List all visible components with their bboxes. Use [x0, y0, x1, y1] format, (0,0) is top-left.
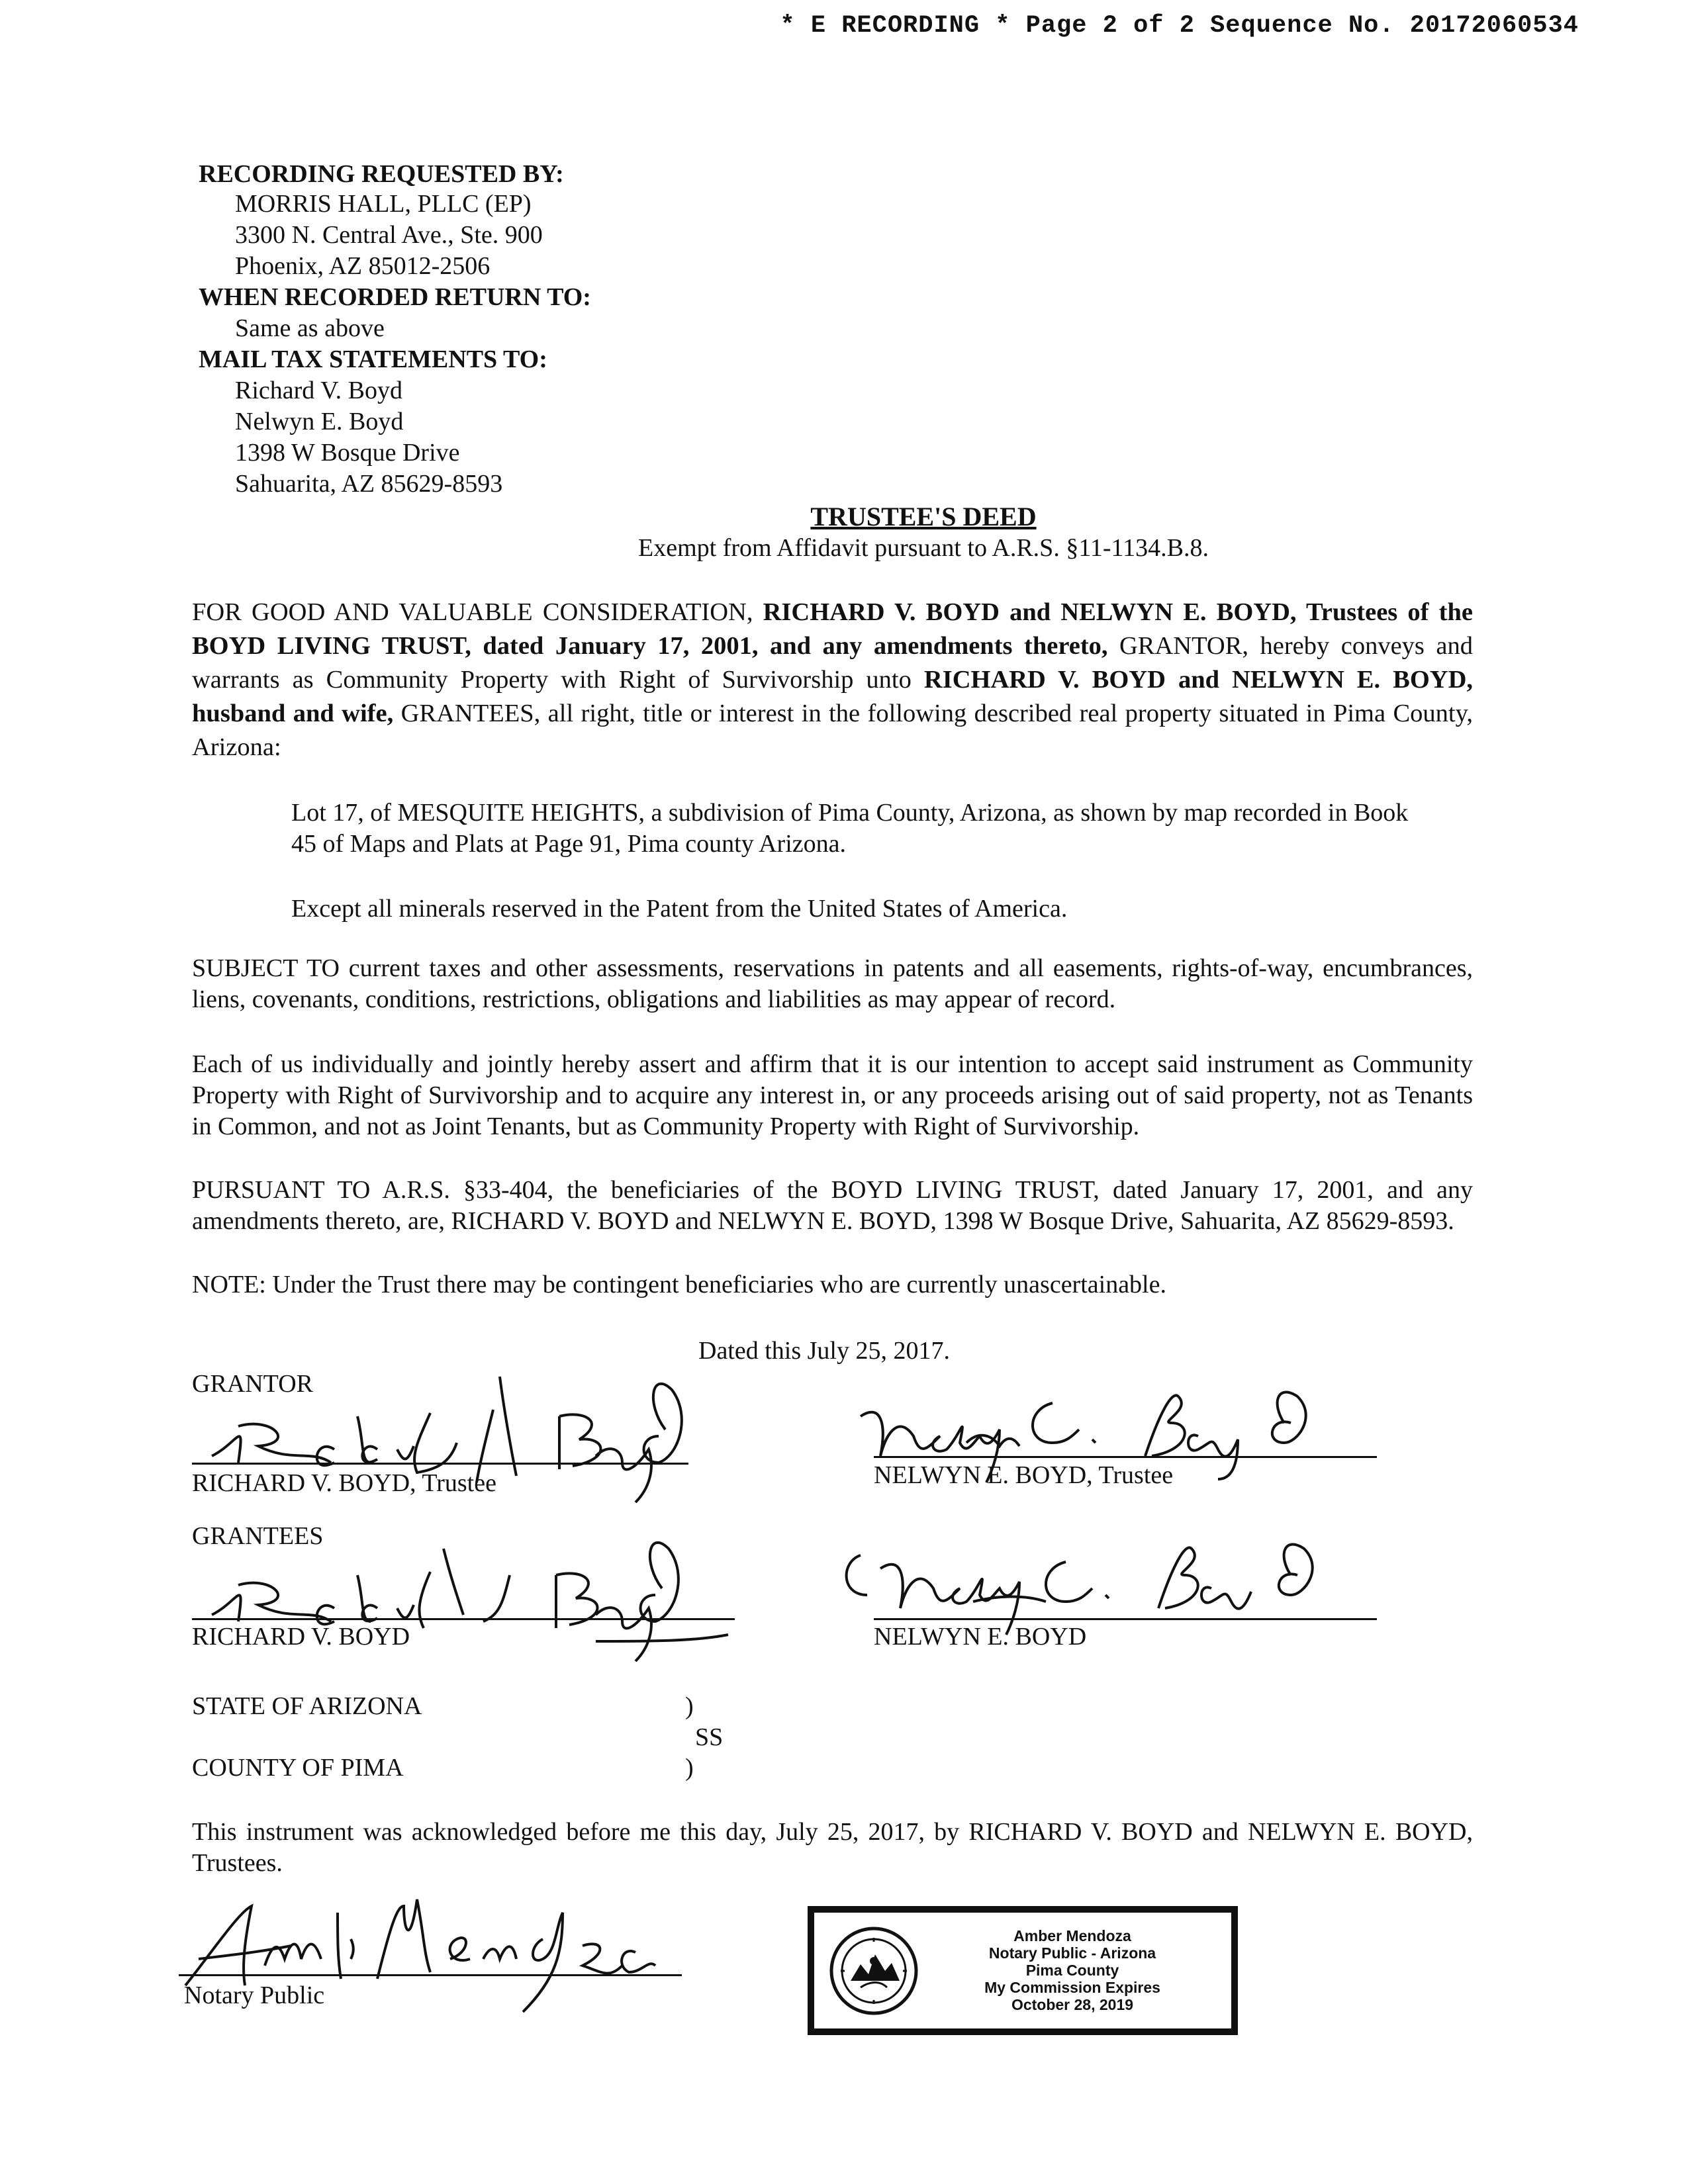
mail-tax-street: 1398 W Bosque Drive — [235, 439, 460, 467]
deed-title: TRUSTEE'S DEED — [810, 502, 1037, 531]
stamp-name: Amber Mendoza — [1013, 1927, 1131, 1944]
grantees-nelwyn-caption: NELWYN E. BOYD — [874, 1623, 1087, 1651]
nelwyn-grantee-signature — [841, 1529, 1383, 1635]
legal-description-lot: Lot 17, of MESQUITE HEIGHTS, a subdivision of Pima County, Arizona, as shown by map recorded in Book 45 of Maps and Plats at Page 91, Pima county Arizona. — [291, 799, 1409, 858]
grantor-nelwyn-caption: NELWYN E. BOYD, Trustee — [874, 1461, 1174, 1489]
grantor-richard-caption: RICHARD V. BOYD, Trustee — [192, 1469, 496, 1497]
grantee-names: RICHARD V. BOYD and NELWYN E. BOYD, husband and wife, — [192, 666, 1474, 727]
notary-caption: Notary Public — [184, 1981, 325, 2009]
requester-street: 3300 N. Central Ave., Ste. 900 — [235, 221, 543, 249]
deed-exemption: Exempt from Affidavit pursuant to A.R.S. §11-1134.B.8. — [638, 534, 1209, 562]
note-line: NOTE: Under the Trust there may be contingent beneficiaries who are currently unascertainable. — [192, 1271, 1166, 1298]
conveyance-text-e: GRANTEES, all right, title or interest in the following described real property situated in Pima County, Arizona: — [192, 700, 1473, 761]
pursuant-paragraph: PURSUANT TO A.R.S. §33-404, the beneficiaries of the BOYD LIVING TRUST, dated January 17, 2001, and any amendments thereto, are, RICHARD V. BOYD and NELWYN E. BOYD, 1398 W Bosque Drive, Sahuarita, AZ 85629-8593. — [192, 1176, 1473, 1235]
requester-city: Phoenix, AZ 85012-2506 — [235, 252, 491, 280]
venue-paren-1: ) — [685, 1692, 694, 1720]
recording-header: * E RECORDING * Page 2 of 2 Sequence No. 20172060534 — [780, 12, 1579, 40]
notary-stamp — [808, 1906, 1238, 2035]
venue-ss: SS — [695, 1723, 724, 1751]
legal-description-minerals: Except all minerals reserved in the Patent from the United States of America. — [291, 895, 1068, 923]
conveyance-text-c: GRANTOR, hereby conveys and warrants as Community Property with Right of Survivorship unto — [192, 632, 1473, 694]
when-recorded-label: WHEN RECORDED RETURN TO: — [199, 283, 591, 311]
when-recorded-value: Same as above — [235, 314, 385, 342]
mail-tax-name-2: Nelwyn E. Boyd — [235, 408, 404, 435]
grantor-names: RICHARD V. BOYD and NELWYN E. BOYD, Trustees of the BOYD LIVING TRUST, dated January 17, 2001, and any amendments thereto, — [192, 598, 1473, 660]
grantees-label: GRANTEES — [192, 1522, 324, 1550]
grantor-label: GRANTOR — [192, 1370, 313, 1398]
affirmation-paragraph: Each of us individually and jointly hereby assert and affirm that it is our intention to accept said instrument as Community Property with Right of Survivorship and to acquire any interest in, or any proceeds arising out of said property, not as Tenants in Common, and not as Joint Tenants, but as Community Property with Right of Survivorship. — [192, 1050, 1473, 1140]
mail-tax-name-1: Richard V. Boyd — [235, 377, 402, 404]
stamp-title: Notary Public - Arizona — [988, 1944, 1156, 1962]
venue-state: STATE OF ARIZONA — [192, 1692, 422, 1720]
stamp-commission: My Commission Expires — [984, 1979, 1160, 1996]
acknowledgment-paragraph: This instrument was acknowledged before me this day, July 25, 2017, by RICHARD V. BOYD and NELWYN E. BOYD, Trustees. — [192, 1818, 1473, 1877]
grantees-richard-caption: RICHARD V. BOYD — [192, 1623, 410, 1651]
subject-to-paragraph: SUBJECT TO current taxes and other assessments, reservations in patents and all easements, rights-of-way, encumbrances, liens, covenants, conditions, restrictions, obligations and liabilities as may appear of record. — [192, 954, 1473, 1013]
mail-tax-city: Sahuarita, AZ 85629-8593 — [235, 470, 503, 498]
stamp-expires: October 28, 2019 — [1011, 1996, 1134, 2013]
mail-tax-label: MAIL TAX STATEMENTS TO: — [199, 345, 547, 373]
great-seal-of-arizona-icon — [827, 1925, 920, 2017]
requester-name: MORRIS HALL, PLLC (EP) — [235, 190, 532, 218]
stamp-county: Pima County — [1025, 1962, 1119, 1979]
venue-county: COUNTY OF PIMA — [192, 1754, 404, 1782]
conveyance-paragraph — [192, 596, 1473, 764]
stamp-text — [940, 1927, 1205, 2013]
conveyance-text-a: FOR GOOD AND VALUABLE CONSIDERATION, — [192, 598, 763, 626]
recording-requested-label: RECORDING REQUESTED BY: — [199, 160, 564, 188]
dated-line: Dated this July 25, 2017. — [698, 1337, 950, 1365]
venue-paren-2: ) — [685, 1754, 694, 1782]
